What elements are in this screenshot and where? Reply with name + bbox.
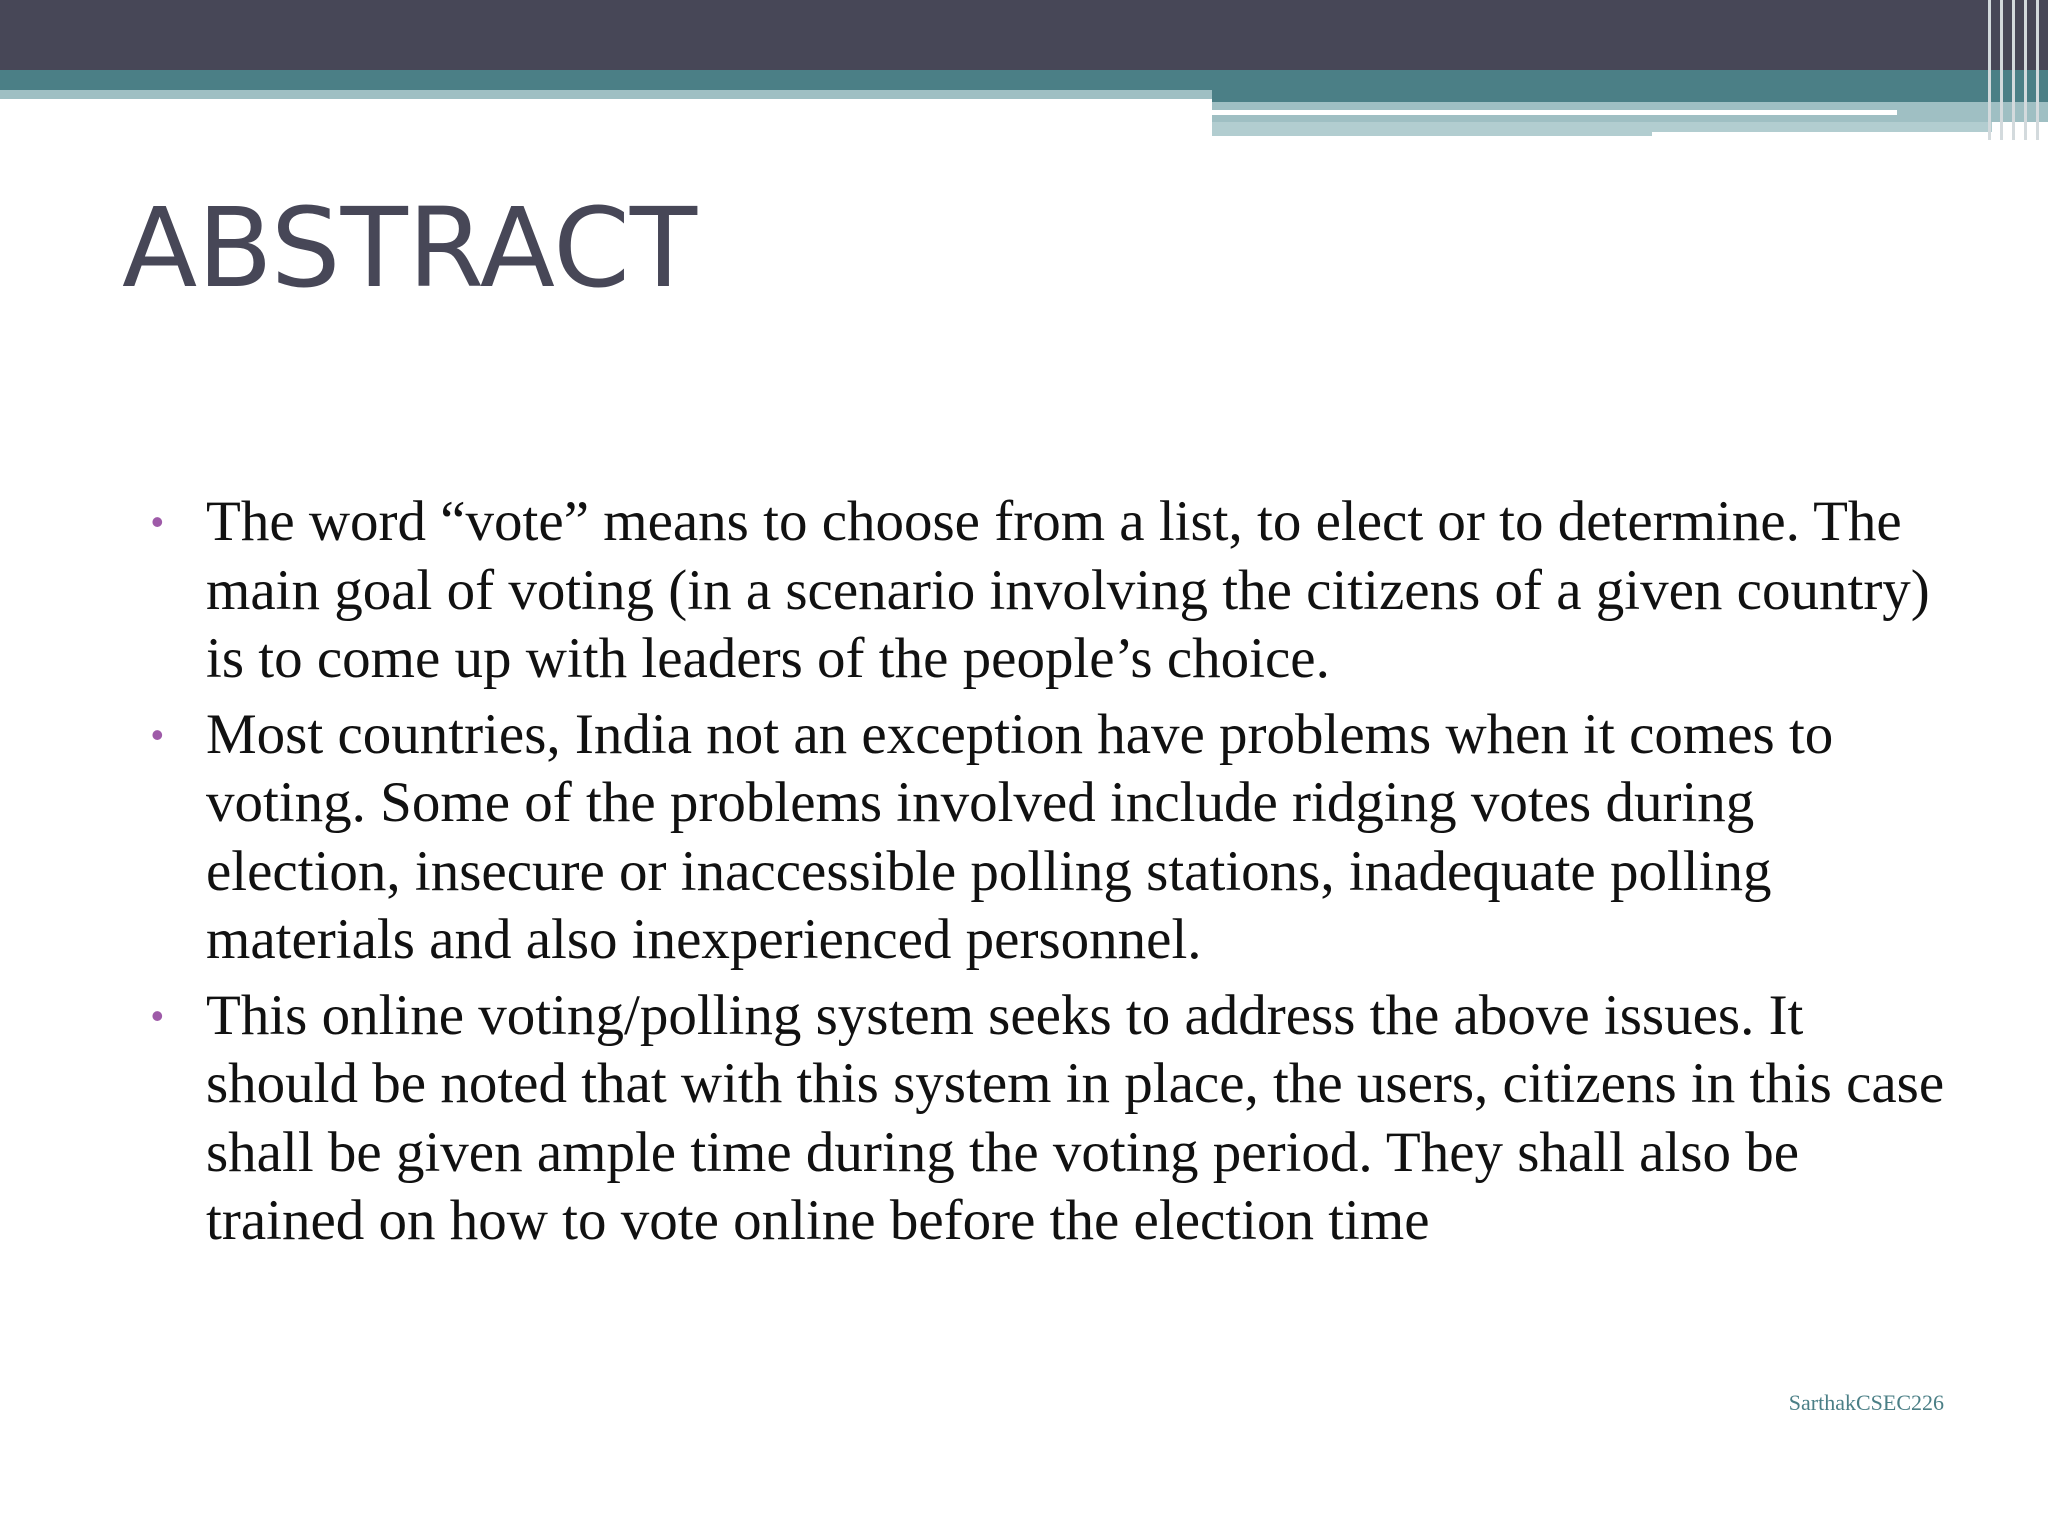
bullet-icon: • — [151, 994, 164, 1036]
header-white-line — [1212, 110, 1897, 115]
header-vertical-stripe — [2000, 0, 2003, 140]
bullet-text: Most countries, India not an exception have problems when it comes to voting. Some of the problems involved include ridging votes during election, insecure or inaccessible polling stations, inadequate polling materials and also inexperienced personnel. — [206, 702, 1834, 971]
header-teal-band — [0, 70, 2048, 90]
header-vertical-stripe — [2036, 0, 2039, 140]
bullet-item — [146, 488, 1946, 694]
bullet-text: The word “vote” means to choose from a list, to elect or to determine. The main goal of voting (in a scenario involving the citizens of a given country) is to come up with leaders of the people’s choice. — [206, 490, 1930, 690]
header-light-band-left — [0, 90, 1212, 99]
bullet-list — [146, 488, 1946, 1263]
header-vertical-stripe — [1988, 0, 1991, 140]
bullet-icon: • — [151, 713, 164, 755]
header-light-step — [1212, 122, 1652, 136]
bullet-icon: • — [151, 501, 164, 542]
header-light-step-2 — [1652, 122, 1992, 132]
header-vertical-stripe — [2012, 0, 2015, 140]
bullet-item — [146, 701, 1946, 975]
header-vertical-stripe — [2024, 0, 2027, 140]
slide-title: ABSTRACT — [122, 184, 698, 312]
footer-author-label: SarthakCSEC226 — [1788, 1390, 1944, 1415]
header-teal-band-right — [1212, 90, 2048, 102]
bullet-text: This online voting/polling system seeks to address the above issues. It should be noted that with this system in place, the users, citizens in this case shall be given ample time during the voting period. They shall also be trained on how to vote online before the election time — [206, 983, 1945, 1252]
bullet-item — [146, 982, 1946, 1256]
header-dark-band — [0, 0, 2048, 70]
